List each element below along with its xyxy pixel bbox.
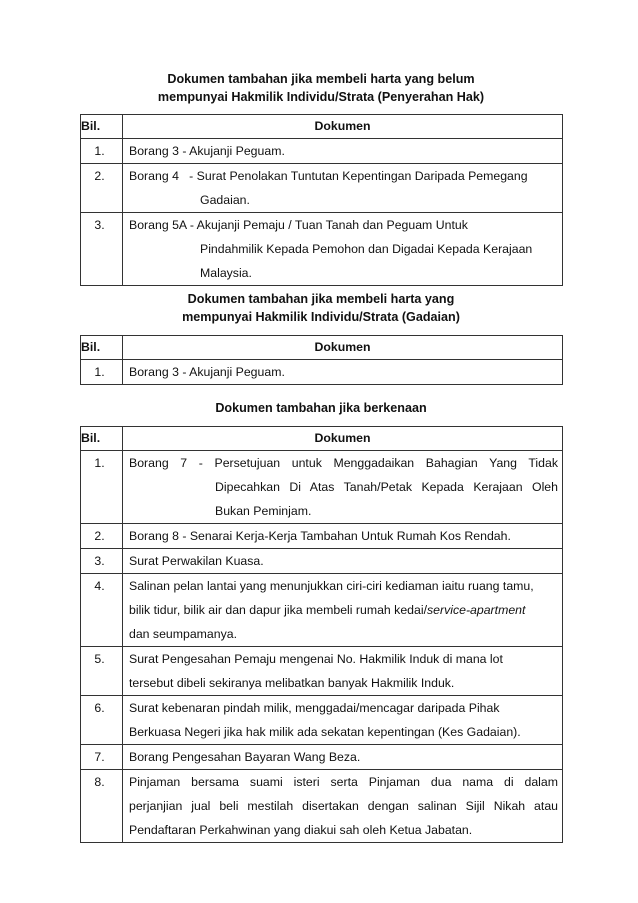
row-number: 3. xyxy=(94,554,105,568)
heading-line: Dokumen tambahan jika membeli harta yang xyxy=(187,292,455,306)
row-text: Borang 8 - Senarai Kerja-Kerja Tambahan Untuk Rumah Kos Rendah. xyxy=(129,529,511,543)
table-row xyxy=(81,139,563,164)
table-row xyxy=(81,524,563,549)
row-number: 2. xyxy=(94,529,105,543)
table-row xyxy=(81,451,563,524)
row-text: Salinan pelan lantai yang menunjukkan ciri-ciri kediaman iaitu ruang tamu, xyxy=(129,579,534,593)
row-text: Borang 3 - Akujanji Peguam. xyxy=(129,365,285,379)
table-gadaian xyxy=(80,335,563,385)
row-text: Dipecahkan Di Atas Tanah/Petak Kepada Kerajaan Oleh xyxy=(215,480,558,494)
column-header-dokumen: Dokumen xyxy=(123,336,563,360)
heading-penyerahan-hak xyxy=(80,70,562,106)
row-text: Surat Pengesahan Pemaju mengenai No. Hakmilik Induk di mana lot xyxy=(129,652,503,666)
column-header-dokumen: Dokumen xyxy=(123,115,563,139)
table-header-row xyxy=(81,115,563,139)
row-number: 5. xyxy=(94,652,105,666)
row-number: 4. xyxy=(94,579,105,593)
heading-line: mempunyai Hakmilik Individu/Strata (Penyerahan Hak) xyxy=(157,90,485,104)
row-number: 8. xyxy=(94,775,105,789)
column-header-bil: Bil. xyxy=(81,427,123,451)
row-number: 6. xyxy=(94,701,105,715)
row-text: Surat kebenaran pindah milik, menggadai/mencagar daripada Pihak xyxy=(129,701,500,715)
row-text: Malaysia. xyxy=(200,266,252,280)
row-text: Borang 7 - Persetujuan untuk Menggadaikan Bahagian Yang Tidak xyxy=(129,456,558,470)
column-header-bil: Bil. xyxy=(81,115,123,139)
table-row xyxy=(81,647,563,696)
row-text: Borang 4 - Surat Penolakan Tuntutan Kepentingan Daripada Pemegang xyxy=(129,169,528,183)
heading-line: mempunyai Hakmilik Individu/Strata (Gadaian) xyxy=(182,310,460,324)
table-row xyxy=(81,770,563,843)
table-header-row xyxy=(81,427,563,451)
row-number: 1. xyxy=(94,456,105,470)
row-text: Berkuasa Negeri jika hak milik ada sekatan kepentingan (Kes Gadaian). xyxy=(129,725,521,739)
row-text: Borang Pengesahan Bayaran Wang Beza. xyxy=(129,750,361,764)
row-text: bilik tidur, bilik air dan dapur jika membeli rumah kedai/ xyxy=(129,603,427,617)
table-row xyxy=(81,549,563,574)
row-number: 7. xyxy=(94,750,105,764)
row-number: 3. xyxy=(94,218,105,232)
table-row xyxy=(81,574,563,647)
table-row xyxy=(81,745,563,770)
table-berkenaan xyxy=(80,426,563,843)
heading-berkenaan xyxy=(80,399,562,417)
table-row xyxy=(81,696,563,745)
row-text: Gadaian. xyxy=(200,193,250,207)
table-row xyxy=(81,360,563,385)
table-row xyxy=(81,213,563,286)
row-number: 1. xyxy=(94,365,105,379)
row-text: Pinjaman bersama suami isteri serta Pinjaman dua nama di dalam xyxy=(129,775,558,789)
row-text: Bukan Peminjam. xyxy=(215,504,312,518)
row-number: 2. xyxy=(94,169,105,183)
table-header-row xyxy=(81,336,563,360)
row-text: tersebut dibeli sekiranya melibatkan banyak Hakmilik Induk. xyxy=(129,676,455,690)
column-header-dokumen: Dokumen xyxy=(123,427,563,451)
table-row xyxy=(81,164,563,213)
row-text: Surat Perwakilan Kuasa. xyxy=(129,554,264,568)
row-text-mixed xyxy=(123,598,562,622)
table-penyerahan-hak xyxy=(80,114,563,286)
row-text: Borang 5A - Akujanji Pemaju / Tuan Tanah dan Peguam Untuk xyxy=(129,218,468,232)
column-header-bil: Bil. xyxy=(81,336,123,360)
row-number: 1. xyxy=(94,144,105,158)
heading-gadaian xyxy=(80,290,562,326)
row-text: Borang 3 - Akujanji Peguam. xyxy=(129,144,285,158)
heading-line: Dokumen tambahan jika berkenaan xyxy=(215,401,427,415)
row-text: Pindahmilik Kepada Pemohon dan Digadai Kepada Kerajaan xyxy=(200,242,533,256)
heading-line: Dokumen tambahan jika membeli harta yang belum xyxy=(167,72,475,86)
row-text: Pendaftaran Perkahwinan yang diakui sah oleh Ketua Jabatan. xyxy=(129,823,473,837)
row-text-italic: service-apartment xyxy=(427,603,526,617)
row-text: dan seumpamanya. xyxy=(129,627,238,641)
row-text: perjanjian jual beli mestilah disertakan dengan salinan Sijil Nikah atau xyxy=(129,799,558,813)
